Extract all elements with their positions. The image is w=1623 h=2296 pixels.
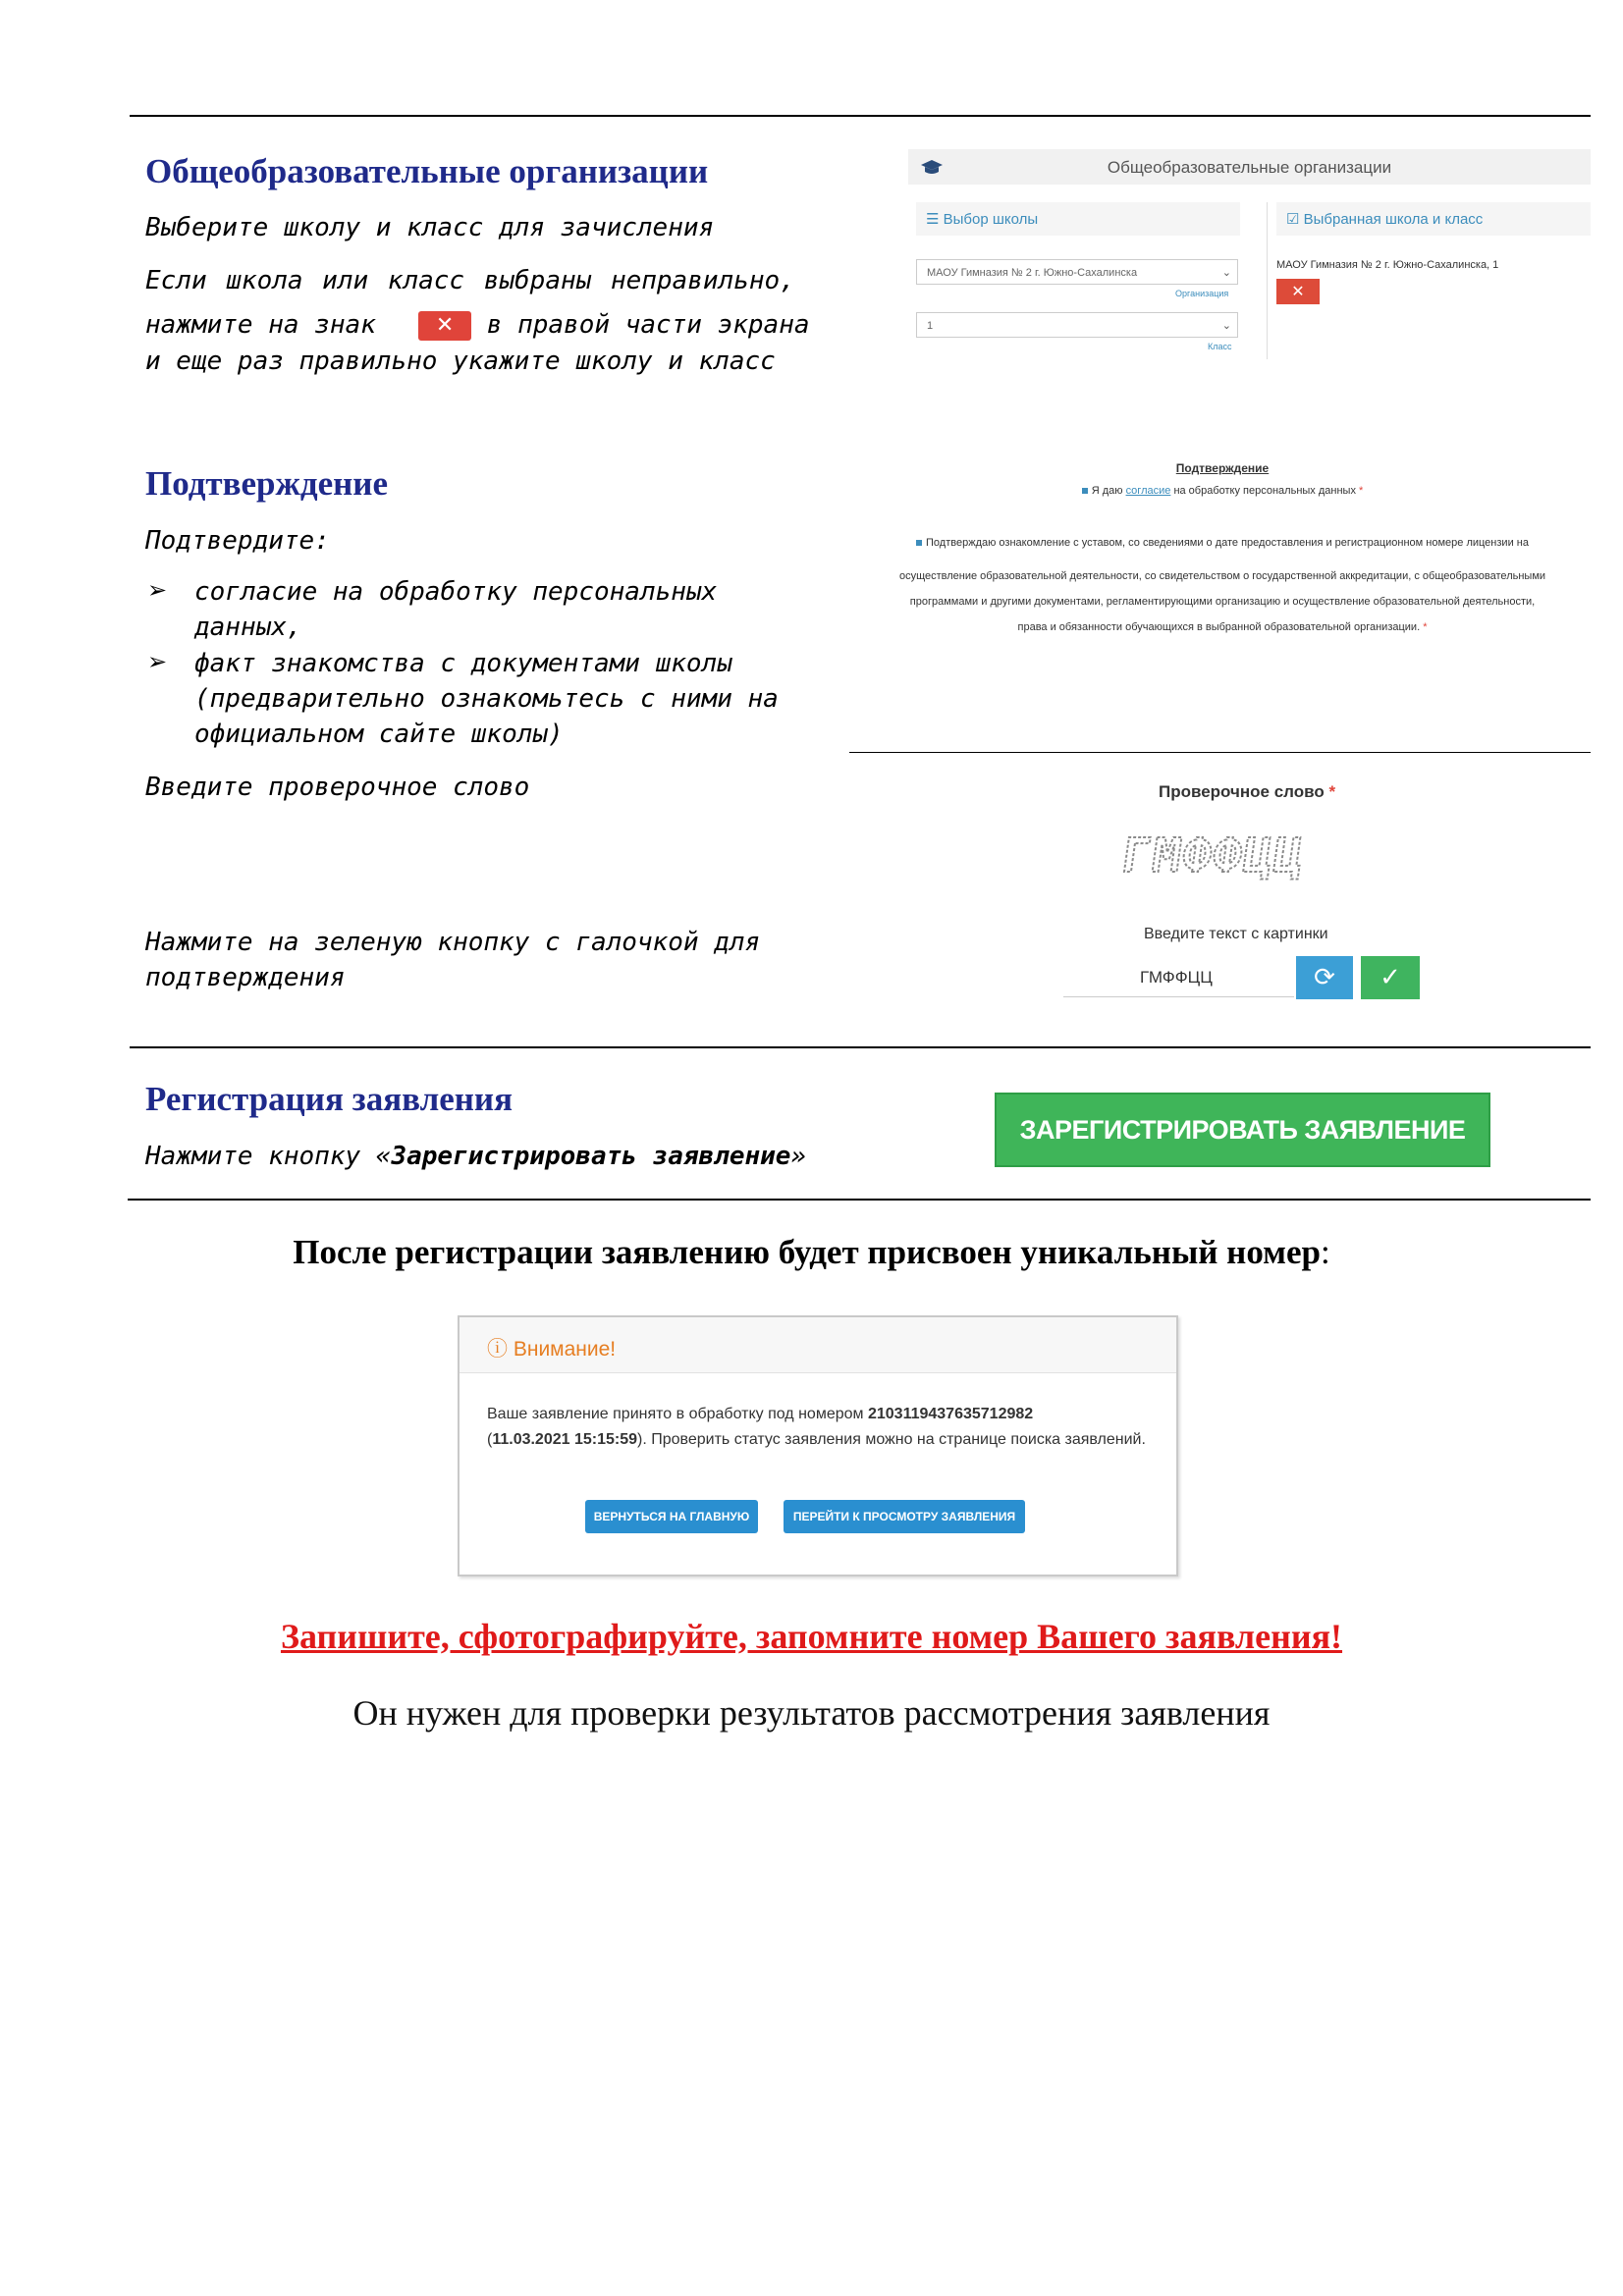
tab-chosen-school[interactable] [1276, 202, 1591, 236]
ack-line [854, 621, 1591, 633]
list-icon: ☰ [926, 211, 944, 228]
bullet-text: факт знакомства с документами школы [194, 649, 732, 678]
panel-title: Общеобразовательные организации [1107, 158, 1392, 177]
ack-text: Подтверждаю ознакомление с уставом, со сведениями о дате предоставления и регистрационном номере лицензии на [926, 537, 1529, 549]
instruction-emphasis: Зарегистрировать заявление [391, 1142, 791, 1171]
application-datetime: 11.03.2021 15:15:59 [492, 1431, 638, 1448]
notice-header [460, 1317, 1176, 1373]
notice-text: Ваше заявление принято в обработку под номером [487, 1406, 868, 1422]
notice-text: ( [487, 1431, 493, 1448]
chevron-down-icon: ⌄ [1221, 267, 1231, 279]
notice-title: Внимание! [513, 1338, 617, 1361]
school-select[interactable] [916, 259, 1238, 285]
school-select-screenshot [908, 149, 1591, 377]
school-select-label: Организация [1175, 289, 1229, 298]
divider-register-bottom [128, 1199, 1591, 1201]
class-select[interactable] [916, 312, 1238, 338]
application-number: 2103119437635712982 [867, 1406, 1034, 1422]
confirm-heading: Подтверждение [1175, 461, 1270, 475]
section-title-confirmation: Подтверждение [145, 464, 388, 503]
instruction-line: Выберите школу и класс для зачисления [145, 213, 715, 242]
instruction-line [145, 307, 810, 343]
instruction-line: Если школа или класс выбраны неправильно, [145, 266, 795, 295]
tab-label: Выбор школы [943, 211, 1039, 228]
bullet-arrow-icon: ➢ [147, 576, 168, 604]
instruction-text: » [790, 1142, 807, 1171]
back-home-button[interactable]: ВЕРНУТЬСЯ НА ГЛАВНУЮ [585, 1500, 758, 1533]
section-title-schools: Общеобразовательные организации [145, 152, 709, 190]
tab-school-choice[interactable] [916, 202, 1240, 236]
info-icon: ⓘ [487, 1338, 508, 1361]
instruction-text: в правой части экрана [486, 310, 810, 340]
save-number-warning: Запишите, сфотографируйте, запомните номер Вашего заявления! [280, 1617, 1343, 1656]
footer-note: Он нужен для проверки результатов рассмотрения заявления [352, 1693, 1271, 1733]
captcha-input[interactable] [1063, 958, 1294, 997]
notice-text: ). Проверить статус заявления можно на странице поиска заявлений. [637, 1431, 1146, 1448]
bullet-text: (предварительно ознакомьтесь с ними на [194, 684, 779, 714]
remove-school-button[interactable]: ✕ [1276, 279, 1320, 304]
divider-top [130, 115, 1591, 117]
required-mark: * [1359, 485, 1364, 497]
captcha-hint: Введите текст с картинки [1144, 926, 1328, 942]
checkbox-icon: ☑ [1286, 211, 1304, 228]
checkbox-icon[interactable] [916, 540, 922, 546]
consent-text: Я даю [1091, 485, 1123, 497]
consent-line [854, 485, 1591, 497]
checkbox-icon[interactable] [1082, 488, 1088, 494]
view-application-button[interactable]: ПЕРЕЙТИ К ПРОСМОТРУ ЗАЯВЛЕНИЯ [784, 1500, 1025, 1533]
divider-register-top [130, 1046, 1591, 1048]
captcha-text: ГМФФЦЦ [1118, 828, 1309, 883]
confirm-intro: Подтвердите: [145, 526, 330, 556]
confirmation-screenshot [854, 461, 1591, 638]
captcha-instruction: Введите проверочное слово [145, 773, 530, 802]
class-select-value: 1 [927, 320, 934, 332]
school-select-value: МАОУ Гимназия № 2 г. Южно-Сахалинска [927, 267, 1138, 279]
ack-text: осуществление образовательной деятельности, со свидетельством о государственной аккредитации, с общеобразовательными [898, 570, 1546, 582]
captcha-image [1117, 821, 1363, 889]
after-heading [0, 1233, 1623, 1272]
divider-captcha [849, 752, 1591, 753]
register-application-button[interactable]: ЗАРЕГИСТРИРОВАТЬ ЗАЯВЛЕНИЕ [995, 1093, 1490, 1167]
chevron-down-icon: ⌄ [1221, 320, 1231, 332]
panel-header [908, 149, 1591, 185]
captcha-label [1159, 782, 1335, 802]
section-title-registration: Регистрация заявления [145, 1080, 514, 1118]
remove-badge-icon: ✕ [418, 311, 471, 341]
instruction-text: Нажмите кнопку « [145, 1142, 392, 1171]
after-heading-colon: : [1321, 1233, 1330, 1271]
confirm-instruction: Нажмите на зеленую кнопку с галочкой для [145, 928, 761, 957]
ack-line [854, 537, 1591, 549]
captcha-label-text: Проверочное слово [1159, 782, 1325, 801]
class-select-label: Класс [1208, 342, 1232, 351]
consent-text: на обработку персональных данных [1173, 485, 1356, 497]
tab-label: Выбранная школа и класс [1303, 211, 1484, 228]
confirm-instruction: подтверждения [145, 963, 346, 992]
chosen-school-text: МАОУ Гимназия № 2 г. Южно-Сахалинска, 1 [1276, 259, 1499, 271]
register-instruction [145, 1139, 806, 1174]
refresh-captcha-button[interactable]: ⟳ [1296, 956, 1353, 999]
after-heading-text: После регистрации заявлению будет присвоен уникальный номер [293, 1233, 1322, 1271]
instruction-line: и еще раз правильно укажите школу и класс [145, 347, 776, 376]
confirm-check-button[interactable]: ✓ [1361, 956, 1420, 999]
notice-body [487, 1402, 1155, 1453]
column-divider [1267, 202, 1268, 359]
required-mark: * [1328, 782, 1336, 801]
consent-link[interactable]: согласие [1125, 485, 1171, 497]
ack-text: права и обязанности обучающихся в выбранной образовательной организации. [1017, 621, 1421, 633]
instruction-text: нажмите на знак [145, 310, 376, 340]
bullet-arrow-icon: ➢ [147, 648, 168, 675]
required-mark: * [1423, 621, 1428, 633]
notice-dialog [458, 1315, 1178, 1576]
bullet-text: официальном сайте школы) [194, 720, 564, 749]
bullet-text: данных, [194, 613, 302, 642]
bullet-text: согласие на обработку персональных [194, 577, 718, 607]
ack-text: программами и другими документами, регламентирующими организацию и осуществление образовательной деятельности, [909, 596, 1536, 608]
